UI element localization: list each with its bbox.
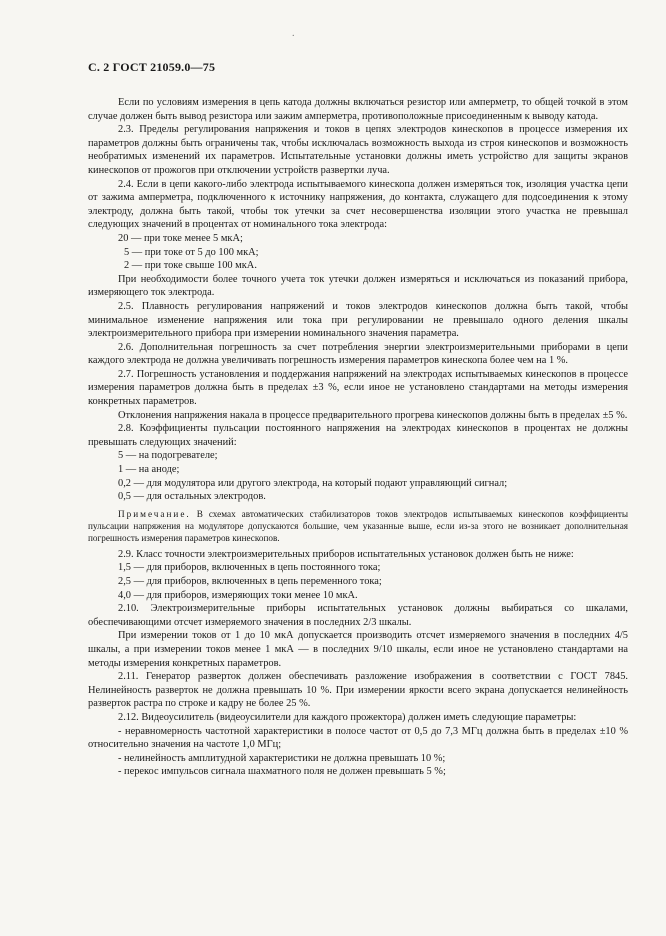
document-body: [88, 96, 628, 779]
top-mark: .: [292, 28, 295, 39]
list-item: 0,2 — для модулятора или другого электрода, на который подают управляющий сигнал;: [118, 477, 508, 489]
list-item: 5 — при токе от 5 до 100 мкА;: [124, 246, 259, 258]
paragraph: 2.11. Генератор разверток должен обеспечивать разложение изображения в соответствии с ГОСТ 7845. Нелинейность разверток не должна превышать 10 %. При измерении яркости всего экрана допускается нелинейность разверток растра по строке и кадру не более 25 %.: [88, 671, 628, 710]
paragraph: Отклонения напряжения накала в процессе предварительного прогрева кинескопов должны быть в пределах ±5 %.: [118, 409, 628, 421]
note-text: В схемах автоматических стабилизаторов токов электродов испытываемых кинескопов коэффициенты пульсации напряжения на модуляторе допускаются большие, чем указанные выше, если из-за этого не возникает дополнительная погрешность измерения параметров кинескопов.: [88, 508, 629, 543]
list-item: - нелинейность амплитудной характеристики не должна превышать 10 %;: [118, 752, 446, 764]
list-item: 2,5 — для приборов, включенных в цепь переменного тока;: [118, 576, 382, 587]
list-item: 4,0 — для приборов, измеряющих токи менее 10 мкА.: [118, 589, 358, 601]
list-item: - перекос импульсов сигнала шахматного поля не должен превышать 5 %;: [118, 766, 446, 778]
paragraph: 2.9. Класс точности электроизмерительных приборов испытательных установок должен быть не ниже:: [118, 548, 574, 560]
note-label: Примечание.: [118, 508, 191, 519]
list-item: 5 — на подогревателе;: [118, 450, 218, 462]
paragraph: 2.6. Дополнительная погрешность за счет потребления энергии электроизмерительными приборами в цепи каждого электрода не должна увеличивать погрешность измерения параметров кинескопа более чем на 1 %.: [88, 341, 628, 367]
paragraph: 2.8. Коэффициенты пульсации постоянного напряжения на электродах кинескопов в процентах не должны превышать следующих значений:: [88, 423, 628, 448]
page-header: С. 2 ГОСТ 21059.0—75: [88, 60, 216, 74]
list-item: 0,5 — для остальных электродов.: [118, 491, 266, 503]
paragraph: При измерении токов от 1 до 10 мкА допускается производить отсчет измеряемого значения в последних 4/5 шкалы, а при измерении токов менее 1 мкА — в последних 9/10 шкалы, если иное не установлено стандартами на методы измерения конкретных параметров.: [88, 630, 628, 669]
list-item: 1 — на аноде;: [118, 464, 180, 476]
list-item: - неравномерность частотной характеристики в полосе частот от 0,5 до 7,3 МГц должна быть в пределах ±10 % относительно значения на частоте 1,0 МГц;: [88, 725, 628, 751]
paragraph: 2.5. Плавность регулирования напряжений и токов электродов кинескопов должна быть такой, чтобы минимальное изменение напряжения или тока при регулировании не превышало одного деления шкалы электроизмерительного прибора при измерении номинального значения параметра.: [88, 300, 628, 340]
paragraph: Если по условиям измерения в цепь катода должны включаться резистор или амперметр, то общей точкой в этом случае должен быть вывод резистора или зажим амперметра, противоположные присоединенным к выводу катода.: [88, 97, 628, 122]
list-item: 2 — при токе свыше 100 мкА.: [124, 260, 257, 272]
paragraph: 2.3. Пределы регулирования напряжения и токов в цепях электродов кинескопов в процессе измерения их параметров должны быть ограничены так, чтобы исключалась возможность выхода из строя кинескопов и возможность необратимых изменений их параметров. Испытательные установки должны иметь устройство для защиты экранов кинескопов от прожогов при отключении устройств развертки луча.: [88, 124, 628, 176]
paragraph: 2.7. Погрешность установления и поддержания напряжений на электродах испытываемых кинескопов в процессе измерения параметров должна быть в пределах ±3 %, если иное не установлено стандартами на методы измерения конкретных параметров.: [88, 368, 628, 408]
paragraph: При необходимости более точного учета ток утечки должен измеряться и исключаться из показаний прибора, измеряющего ток электрода.: [88, 273, 628, 299]
paragraph: 2.4. Если в цепи какого-либо электрода испытываемого кинескопа должен измеряться ток, изоляция участка цепи от зажима амперметра, подключенного к источнику напряжения, до контакта, служащего для подсоединения к этому электроду, должна быть такой, чтобы ток утечки за счет несовершенства изоляции этого участка не превышал следующих значений в процентах от номинального тока электрода:: [88, 178, 628, 231]
list-item: 1,5 — для приборов, включенных в цепь постоянного тока;: [118, 562, 381, 574]
paragraph: 2.10. Электроизмерительные приборы испытательных установок должны выбираться со шкалами, обеспечивающими отсчет измеряемого значения в последних 2/3 шкалы.: [88, 603, 628, 628]
paragraph: 2.12. Видеоусилитель (видеоусилители для каждого прожектора) должен иметь следующие параметры:: [118, 711, 577, 723]
note: [88, 508, 628, 544]
list-item: 20 — при токе менее 5 мкА;: [118, 232, 243, 244]
